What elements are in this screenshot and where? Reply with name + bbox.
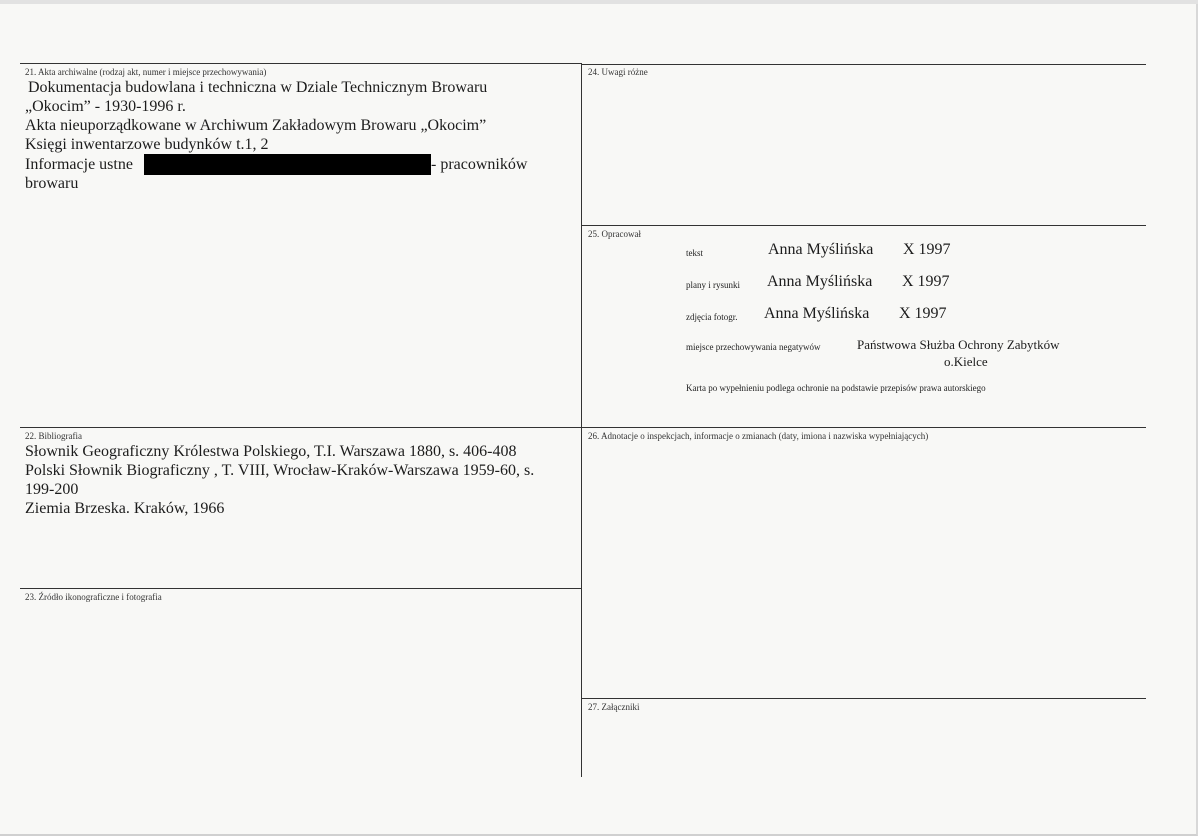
section-21-info-prefix: Informacje ustne	[25, 156, 133, 173]
author-row-2-date: X 1997	[902, 273, 950, 290]
negatives-value-2: o.Kielce	[944, 354, 988, 369]
author-row-2-name: Anna Myślińska	[767, 273, 873, 290]
section-22-line-4: Ziemia Brzeska. Kraków, 1966	[25, 500, 225, 517]
section-22-line-2: Polski Słownik Biograficzny , T. VIII, Wrocław-Kraków-Warszawa 1959-60, s.	[25, 462, 535, 479]
divider-top-right	[582, 64, 1146, 65]
section-25-label: 25. Opracował	[588, 229, 641, 239]
author-row-1-label: tekst	[686, 248, 703, 258]
section-22-line-3: 199-200	[25, 481, 79, 498]
section-22-label: 22. Bibliografia	[25, 431, 82, 441]
redaction-bar	[144, 154, 431, 175]
section-21-line-3: Akta nieuporządkowane w Archiwum Zakładowym Browaru „Okocim”	[25, 117, 487, 134]
section-21-info-line-2: browaru	[25, 175, 79, 192]
divider-vertical	[581, 63, 582, 777]
section-21-line-1: Dokumentacja budowlana i techniczna w Dziale Technicznym Browaru	[28, 79, 488, 96]
section-21-info-suffix: - pracowników	[431, 156, 528, 173]
section-27-label: 27. Załączniki	[588, 702, 640, 712]
card-top-edge	[0, 0, 1198, 4]
author-row-1-date: X 1997	[903, 241, 951, 258]
section-23-label: 23. Źródło ikonograficzne i fotografia	[25, 592, 162, 602]
section-24-label: 24. Uwagi różne	[588, 67, 648, 77]
divider-22-26	[20, 427, 1146, 428]
negatives-label: miejsce przechowywania negatywów	[686, 342, 821, 352]
author-row-3-label: zdjęcia fotogr.	[686, 312, 738, 322]
divider-top-left	[20, 63, 582, 64]
author-row-2-label: plany i rysunki	[686, 280, 740, 290]
divider-27	[582, 698, 1146, 699]
divider-23	[20, 588, 582, 589]
section-21-line-4: Księgi inwentarzowe budynków t.1, 2	[25, 136, 269, 153]
author-row-1-name: Anna Myślińska	[768, 241, 874, 258]
author-row-3-name: Anna Myślińska	[764, 305, 870, 322]
section-26-label: 26. Adnotacje o inspekcjach, informacje o zmianach (daty, imiona i nazwiska wypełniających)	[588, 431, 929, 441]
divider-25	[582, 225, 1146, 226]
section-21-label: 21. Akta archiwalne (rodzaj akt, numer i miejsce przechowywania)	[25, 67, 267, 77]
section-21-line-2: „Okocim” - 1930-1996 r.	[25, 98, 186, 115]
section-22-line-1: Słownik Geograficzny Królestwa Polskiego, T.I. Warszawa 1880, s. 406-408	[25, 443, 517, 460]
copyright-note: Karta po wypełnieniu podlega ochronie na podstawie przepisów prawa autorskiego	[686, 383, 986, 393]
negatives-value: Państwowa Służba Ochrony Zabytków	[857, 337, 1060, 352]
author-row-3-date: X 1997	[899, 305, 947, 322]
